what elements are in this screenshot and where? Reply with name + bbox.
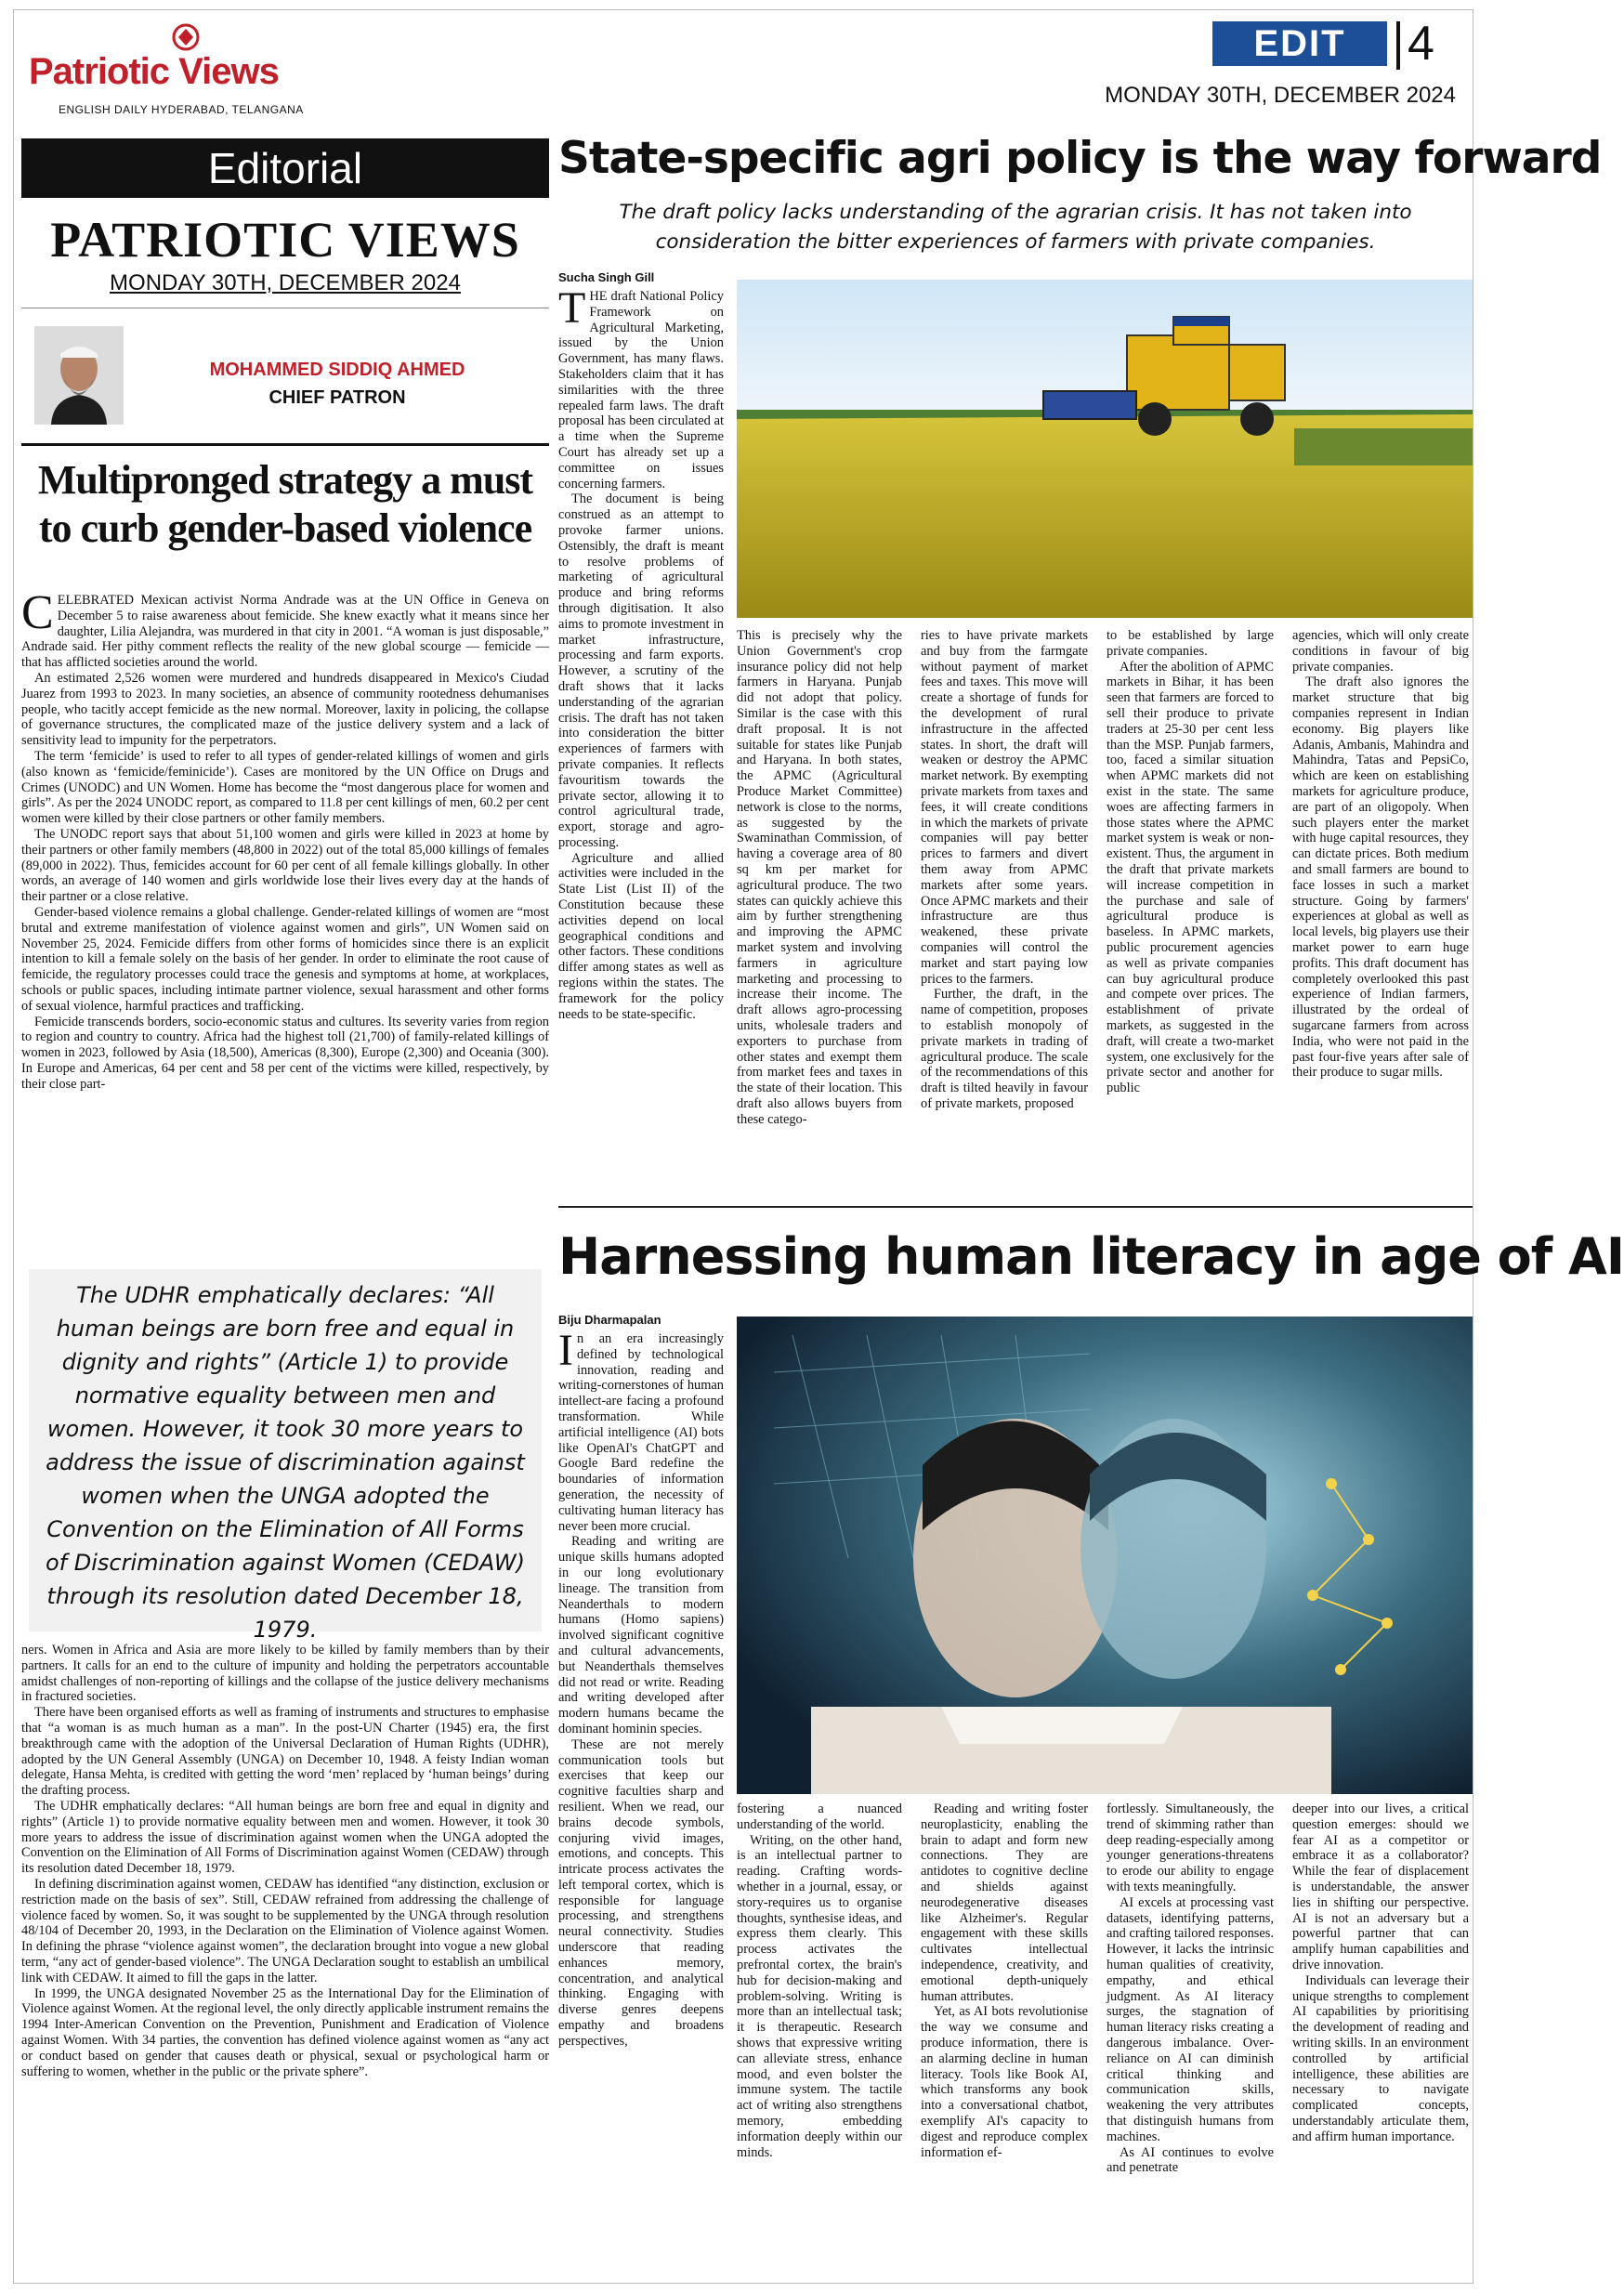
paragraph: Individuals can leverage their unique strengths to complement AI capabilities by prioritising the development of reading and writing skills. In an environment controlled by artificial intelligence, these abilities are necessary to navigate complicated concepts, understandably articulate them, and affirm human importance.: [1292, 1972, 1469, 2144]
paragraph: CELEBRATED Mexican activist Norma Andrade was at the UN Office in Geneva on December 5 to raise awareness about femicide. She knew exactly what it means since her daughter, Lilia Alejandra, was murdered in that city in 2001. “A woman is just disposable,” Andrade said. Her pithy comment reflects the reality of the new global scourge — femicide — that has afflicted societies around the world.: [21, 586, 549, 671]
harvester-field-photo: [737, 280, 1473, 618]
logo: [21, 18, 356, 122]
patron-name: MOHAMMED SIDDIQ AHMED: [209, 360, 465, 380]
article-column: [1292, 628, 1469, 1081]
paragraph: Writing, on the other hand, is an intellectual partner to reading. Crafting words-whether in a journal, essay, or story-requires us to organise thoughts, synthesise ideas, and express them clearly. This process activates the prefrontal cortex, the brain's hub for decision-making and problem-solving. Writing is more than an intellectual task; it is therapeutic. Research shows that expressive writing can alleviate stress, enhance mood, and even bolster the immune system. The tactile act of writing also strengthens memory, embedding information deeply within our minds.: [737, 1832, 902, 2160]
article-column: [558, 1326, 724, 2050]
article-column: [558, 283, 724, 1022]
masthead: [14, 10, 1474, 129]
patron-role: CHIEF PATRON: [268, 387, 406, 408]
paragraph: In defining discrimination against women, CEDAW has identified “any distinction, exclusion or restriction made on the basis of sex”. Still, CEDAW refrained from addressing the challenge of violence faced by women. So, it was sought to be supplemented by the UNGA through resolution 48/104 of December 20, 1993, in the Declaration on the Elimination of Violence against Women. In defining the phrase “violence against women”, the declaration brought into vogue a new global term, “any act of gender-based violence”. The UNGA Declaration sought to establish an umbilical link with CEDAW. It aimed to fill the gaps in the latter.: [21, 1876, 549, 1985]
paragraph: The UDHR emphatically declares: “All human beings are born free and equal in dignity and rights” (Article 1) to provide normative equality between men and women. However, it took 30 more years to address the issue of discrimination against women when the UNGA adopted the Convention on the Elimination of All Forms of Discrimination against Women (CEDAW) through its resolution dated December 18, 1979.: [21, 1798, 549, 1877]
logo-emblem-icon: [170, 23, 202, 51]
paragraph: The document is being construed as an attempt to provoke farmer unions. Ostensibly, the draft is meant to resolve problems of marketing of agricultural produce and bring reforms through digitisation. It also aims to promote investment in market infrastructure, processing and farm exports. However, a scrutiny of the draft shows that it lacks understanding of the agrarian crisis. The draft has not taken into consideration the bitter experiences of farmers with private companies. It reflects favouritism towards the private sector, allowing it to control agricultural trade, export, storage and agro-processing.: [558, 491, 724, 850]
article-column: [921, 1802, 1088, 2160]
paragraph: ners. Women in Africa and Asia are more likely to be killed by family members than by their partners. It calls for an end to the culture of impunity and holding the perpetrators accountable amidst challenges of non-reporting of killings and the collapse of the justice delivery mechanisms in fractured societies.: [21, 1643, 549, 1705]
paragraph: The term ‘femicide’ is used to refer to all types of gender-related killings of women and girls (also known as ‘femicide/feminicide’). Cases are monitored by the UN Office on Drugs and Crimes (UNODC) and UN Women. Home has become the “most dangerous place for women and girls”. As per the 2024 UNODC report, as compared to 11.8 per cent killings of men, 60.2 per cent women were killed by their close partners or other family members.: [21, 748, 549, 827]
section-label: EDIT: [1212, 21, 1387, 66]
divider: [1396, 21, 1400, 70]
editorial-masthead-name: PATRIOTIC VIEWS: [50, 212, 520, 268]
drop-cap: C: [21, 586, 54, 639]
editorial-body-bottom: [21, 1643, 549, 2079]
paragraph: An estimated 2,526 women were murdered and hundreds disappeared in Mexico's Ciudad Juarez from 1993 to 2023. In many societies, an absence of community rootedness dehumanises people, who tacitly accept femicide as the new normal. Moreover, laxity in policing, the collapse of governance structures, the complicated maze of the justice delivery system and a lack of sensitivity lead to impunity for the perpetrators.: [21, 670, 549, 749]
drop-cap: T: [558, 283, 586, 333]
article-byline: Biju Dharmapalan: [558, 1313, 661, 1327]
paragraph: AI excels at processing vast datasets, identifying patterns, and crafting tailored responses. However, it lacks the intrinsic human qualities of creativity, empathy, and ethical judgment. As AI literacy surges, the stagnation of human literacy risks creating a dangerous imbalance. Over-reliance on AI can diminish critical thinking and communication skills, weakening the very attributes that distinguish humans from machines.: [1107, 1894, 1274, 2144]
paragraph: The UNODC report says that about 51,100 women and girls were killed in 2023 at home by their partners or other family members (48,800 in 2022) out of the total 85,000 killings of females (89,000 in 2022). Thus, femicides account for 60 per cent of all female killings globally. In other words, an average of 140 women and girls worldwide lose their lives every day at the hands of their partner or a close relative.: [21, 826, 549, 905]
article-column: [1292, 1802, 1469, 2145]
paragraph: fortlessly. Simultaneously, the trend of skimming rather than deep reading-especially among younger generations-threatens to erode our ability to engage with texts meaningfully.: [1107, 1802, 1274, 1894]
paragraph: Reading and writing foster neuroplasticity, enabling the brain to adapt and form new connections. They are antidotes to cognitive decline and shields against neurodegenerative diseases like Alzheimer's. Regular engagement with these skills cultivates intellectual independence, creativity, and emotional depth-uniquely human attributes.: [921, 1802, 1088, 2004]
paragraph: After the abolition of APMC markets in Bihar, it has been seen that farmers are forced to sell their produce to private traders at 25-30 per cent less than the MSP. Punjab farmers, too, faced a similar situation when APMC markets did not exist in the state. The same woes are affecting farmers in those states where the APMC market system is weak or non-existent. Thus, the argument in the draft that private markets will increase competition in the purchase and sale of agricultural produce is baseless. In APMC markets, public procurement agencies as well as private companies can buy agricultural produce and compete over prices. The establishment of private markets, as suggested in the draft, will create a two-market system, one exclusively for the private sector and another for public: [1107, 659, 1274, 1096]
paragraph: THE draft National Policy Framework on Agricultural Marketing, issued by the Union Government, has many flaws. Stakeholders claim that it has similarities with the three repealed farm laws. The draft proposal has been circulated at a time when the Supreme Court has already set up a committee on issues concerning farmers.: [558, 283, 724, 491]
paragraph: As AI continues to evolve and penetrate: [1107, 2144, 1274, 2176]
article-column: [737, 1802, 902, 2160]
editorial-body-top: [21, 586, 549, 1093]
issue-date: MONDAY 30TH, DECEMBER 2024: [1105, 83, 1456, 108]
logo-tagline: ENGLISH DAILY HYDERABAD, TELANGANA: [59, 103, 304, 116]
article-column: [737, 628, 902, 1128]
newspaper-page: [13, 9, 1624, 2284]
article-headline: State-specific agri policy is the way forward: [558, 133, 1602, 184]
paragraph: These are not merely communication tools but exercises that keep our cognitive faculties sharp and resilient. When we read, our brains decode symbols, conjuring vivid images, emotions, and concepts. This intricate process activates the left temporal cortex, which is responsible for language processing, and strengthens neural connectivity. Studies underscore that reading enhances memory, concentration, and analytical thinking. Engaging with diverse genres deepens empathy and broadens perspectives,: [558, 1736, 724, 2049]
drop-cap: I: [558, 1326, 573, 1375]
article-standfirst: The draft policy lacks understanding of the agrarian crisis. It has not taken into consideration the bitter experiences of farmers with private companies.: [619, 201, 1412, 254]
harvester-image: [737, 280, 1473, 618]
paragraph: Gender-based violence remains a global challenge. Gender-related killings of women are “most brutal and extreme manifestation of violence against women and girls”, UN Women said on November 25, 2024. Femicide differs from other forms of homicides since there is an explicit intention to kill a female solely on the basis of her gender. In order to eliminate the root cause of femicide, the regulatory processes could trace the genesis and symptoms at home, at workplaces, schools or public spaces, including intimate partner violence, sexual harassment and other forms of sexual violence, harmful practices and trafficking.: [21, 904, 549, 1014]
paragraph: Yet, as AI bots revolutionise the way we consume and produce information, there is an alarming decline in human literacy. Tools like Book AI, which transforms any book into a conversational chatbot, exemplify AI's capacity to digest and reproduce complex information ef-: [921, 2004, 1088, 2160]
paragraph: Agriculture and allied activities were included in the State List (List II) of the Constitution because these activities depend on local geographical conditions and other factors. These conditions differ among states as well as regions within the states. The framework for the policy needs to be state-specific.: [558, 850, 724, 1022]
paragraph: agencies, which will only create conditions in favour of big private companies.: [1292, 628, 1469, 675]
paragraph: In 1999, the UNGA designated November 25 as the International Day for the Elimination of Violence against Women. At the regional level, the only directly applicable instrument remains the 1994 Inter-American Convention on the Prevention, Punishment and Eradication of Violence against Women. With 34 parties, the convention has defined violence against women as “any act or conduct based on gender that causes death or physical, sexual or psychological harm or suffering to women, whether in the public or the private sphere”.: [21, 1985, 549, 2079]
person-portrait-icon: [34, 326, 124, 425]
paragraph: Further, the draft, in the name of competition, proposes to establish monopoly of private markets in trading of agricultural produce. The scale of the recommendations of this draft is tilted heavily in favour of private markets, proposed: [921, 987, 1088, 1111]
page-number: 4: [1408, 17, 1434, 71]
ai-literacy-illustration: [737, 1317, 1473, 1794]
patron-photo: [34, 326, 124, 425]
article-byline: Sucha Singh Gill: [558, 270, 655, 284]
paragraph: fostering a nuanced understanding of the world.: [737, 1802, 902, 1832]
article-column: [1107, 628, 1274, 1096]
paragraph: Reading and writing are unique skills humans adopted in our long evolutionary lineage. The transition from Neanderthals to modern humans (Homo sapiens) involved significant cognitive and cultural advancements, but Neanderthals themselves did not read or write. Reading and writing developed after modern humans became the dominant hominin species.: [558, 1534, 724, 1736]
paragraph: The draft also ignores the market structure that big companies represent in Indian economy. Big players like Adanis, Ambanis, Mahindra and Mahindra, Tatas and PepsiCo, which are keen on establishing markets for agriculture produce, are part of an oligopoly. When such players enter the market with huge capital resources, they can dictate prices. Both medium and small farmers are bound to face losses in such a market structure. Going by farmers' experiences at global as well as local levels, big players use their market power to earn huge profits. This draft document has completely overlooked this past experience of Indian farmers, illustrated by the ordeal of sugarcane farmers from across India, who were not paid in the past four-five years after sale of their produce to sugar mills.: [1292, 675, 1469, 1081]
paragraph: ries to have private markets and buy from the farmgate without payment of market fees and taxes. This move will create a shortage of funds for the development of rural infrastructure in the affected states. In short, the draft will weaken or destroy the APMC market network. By exempting private markets from taxes and fees, it will create conditions in which the markets of private companies will pay better prices to farmers and divert them away from APMC markets after some years. Once APMC markets and their infrastructure are thus weakened, these private companies will control the market and start paying low prices to the farmers.: [921, 628, 1088, 987]
editorial-banner: Editorial: [21, 138, 549, 198]
paragraph: This is precisely why the Union Government's crop insurance policy did not help farmers in Haryana. Punjab did not adopt that policy. Similar is the case with this draft proposal. It is not suitable for states like Punjab and Haryana. In both states, the APMC (Agricultural Produce Market Committee) network is close to the norms, as suggested by the Swaminathan Commission, of having a coverage area of 80 sq km per market for agricultural produce. The two states can quickly achieve this aim by further strengthening and improving the APMC market system and involving farmers in agriculture marketing and processing to increase their income. The draft allows agro-processing units, wholesale traders and exporters to purchase from other states and exempt them from market fees and taxes in the state of their location. This draft also allows buyers from these catego-: [737, 628, 902, 1127]
paragraph: to be established by large private companies.: [1107, 628, 1274, 659]
paragraph: In an era increasingly defined by technological innovation, reading and writing-cornerstones of human intellect-are facing a profound transformation. While artificial intelligence (AI) bots like OpenAI's ChatGPT and Google Bard redefine the boundaries of information generation, the necessity of cultivating human literacy has never been more crucial.: [558, 1326, 724, 1534]
paragraph: deeper into our lives, a critical question emerges: should we fear AI as a competitor or embrace it as a collaborator? While the fear of displacement is understandable, the answer lies in shifting our perspective. AI is not an adversary but a powerful partner that can amplify human capabilities and drive innovation.: [1292, 1802, 1469, 1972]
divider: [21, 443, 549, 446]
paragraph: There have been organised efforts as well as framing of instruments and structures to emphasise that “a woman is as much human as a man”. In the post-UN Charter (1945) era, the first breakthrough came with the adoption of the Universal Declaration of Human Rights (UDHR), adopted by the UN General Assembly (UNGA) on December 10, 1948. A feisty Indian woman delegate, Hansa Mehta, is credited with getting the word ‘men’ replaced by ‘human beings’ during the drafting process.: [21, 1705, 549, 1799]
pull-quote: The UDHR emphatically declares: “All human beings are born free and equal in dignity and rights” (Article 1) to provide normative equality between men and women. However, it took 30 more years to address the issue of discrimination against women when the UNGA adopted the Convention on the Elimination of All Forms of Discrimination against Women (CEDAW) through its resolution dated December 18, 1979.: [29, 1269, 542, 1631]
editorial-date: MONDAY 30TH, DECEMBER 2024: [110, 270, 461, 295]
paragraph: Femicide transcends borders, socio-economic status and cultures. Its severity varies from region to region and country to country. Africa had the highest toll (21,700) of family-related killings of women in 2023, followed by Asia (18,500), Americas (8,300), Europe (2,300) and Oceania (300). In Europe and Americas, 64 per cent and 58 per cent of the victims were killed, respectively, by their close part-: [21, 1014, 549, 1092]
editorial-column: [21, 131, 549, 2277]
illustration-image: [737, 1317, 1473, 1794]
logo-name: Patriotic Views: [29, 51, 279, 92]
article-column: [921, 628, 1088, 1112]
editorial-headline: Multipronged strategy a must to curb gender-based violence: [37, 457, 533, 551]
article-headline: Harnessing human literacy in age of AI: [558, 1227, 1624, 1286]
divider: [558, 1206, 1473, 1208]
article-column: [1107, 1802, 1274, 2176]
